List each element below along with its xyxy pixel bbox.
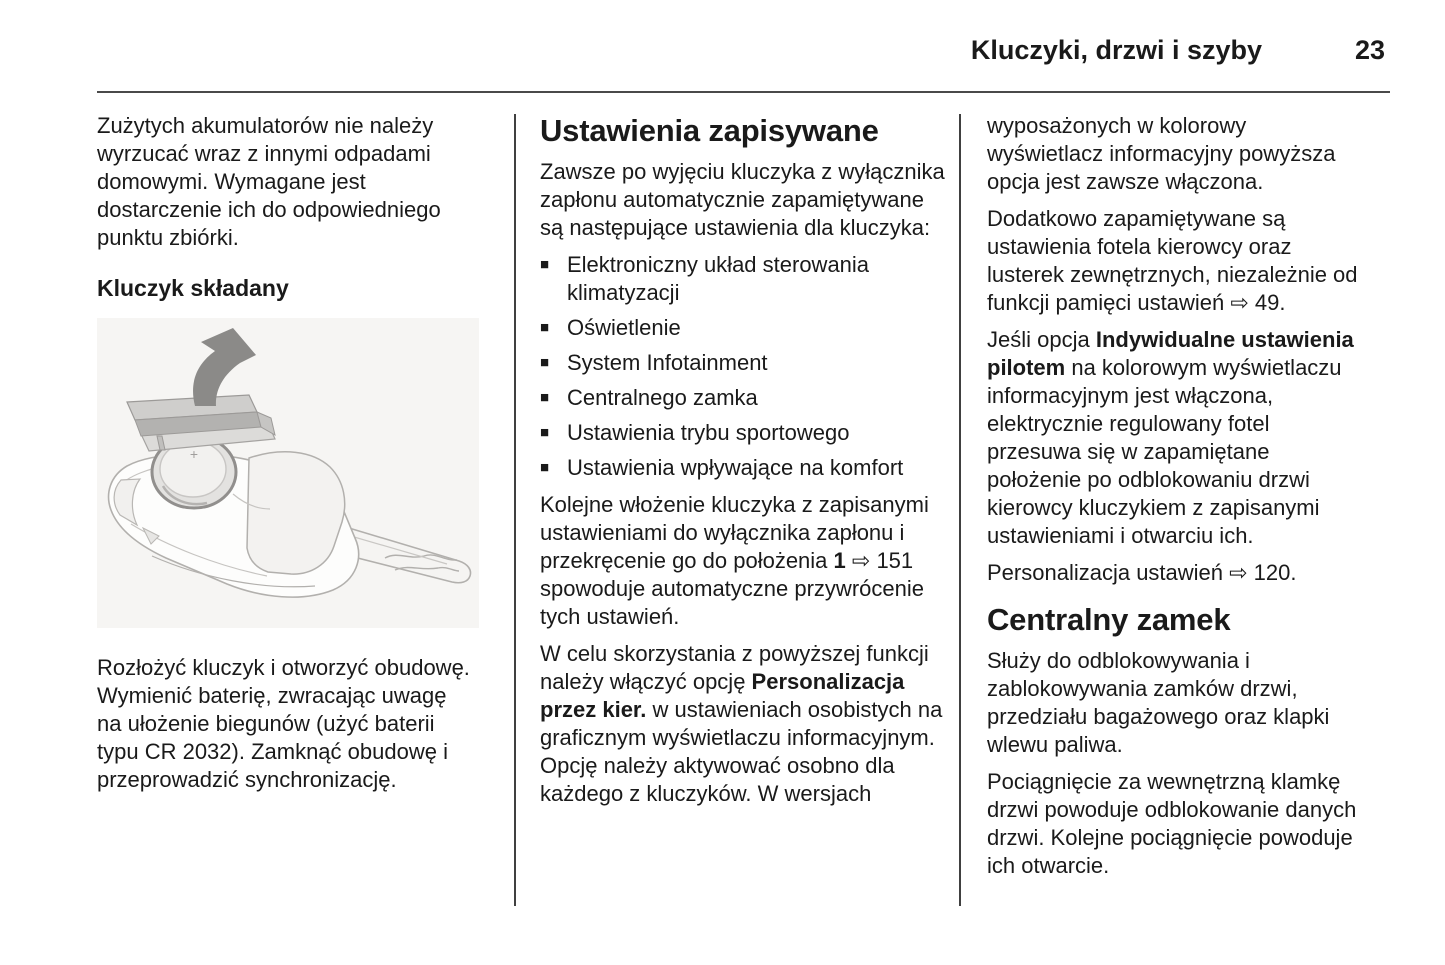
page-number: 23 — [1354, 35, 1385, 65]
bullet-square-icon: ■ — [540, 389, 550, 406]
bullet-text: Centralnego zamka — [567, 385, 758, 410]
bullet-item — [540, 454, 952, 482]
column-right — [987, 112, 1359, 889]
bullet-square-icon: ■ — [540, 256, 550, 273]
section-heading-saved-settings: Ustawienia zapisywane — [540, 113, 879, 148]
page-title: Kluczyki, drzwi i szyby — [970, 35, 1262, 65]
column-divider-right — [959, 114, 961, 906]
folding-key-battery-illustration — [97, 318, 479, 628]
text-segment: w ustawieniach osobistych na graficznym wyświetlaczu informacyjnym. Opcję należy aktywować osobno dla każdego z kluczyków. W wersjach — [540, 697, 943, 806]
bullet-square-icon: ■ — [540, 354, 550, 371]
bullet-item — [540, 384, 952, 412]
bullet-item — [540, 419, 952, 447]
text-segment-bold: 1 — [833, 548, 846, 573]
bullet-square-icon: ■ — [540, 319, 550, 336]
column-left — [97, 112, 473, 803]
paragraph-seat-mirror-memory: Dodatkowo zapamiętywane są ustawienia fotela kierowcy oraz lusterek zewnętrznych, niezależnie od funkcji pamięci ustawień ⇨ 49. — [987, 206, 1358, 315]
bullet-square-icon: ■ — [540, 459, 550, 476]
paragraph-battery-replace: Rozłożyć kluczyk i otworzyć obudowę. Wymienić baterię, zwracając uwagę na ułożenie biegunów (użyć baterii typu CR 2032). Zamknąć obudowę i przeprowadzić synchronizację. — [97, 655, 470, 792]
column-middle — [540, 112, 952, 817]
bullet-item — [540, 314, 952, 342]
battery-plus-label: + — [189, 446, 199, 462]
bullet-text: System Infotainment — [567, 350, 768, 375]
column-divider-left — [514, 114, 516, 906]
text-segment: W celu skorzystania z powyższej funkcji należy włączyć opcję — [540, 641, 929, 694]
text-segment: na kolorowym wyświetlaczu informacyjnym jest włączona, elektrycznie regulowany fotel przesuwa się w zapamiętane położenie po odblokowaniu drzwi kierowcy kluczykiem z zapisanymi ustawieniami i otwarciu ich. — [987, 355, 1342, 548]
paragraph-personalization-ref: Personalizacja ustawień ⇨ 120. — [987, 560, 1297, 585]
sub-heading-folding-key: Kluczyk składany — [97, 275, 289, 301]
paragraph-individual-remote-settings — [987, 326, 1359, 550]
text-segment-bold: Personalizacja przez kier. — [540, 669, 905, 722]
paragraph-personalization-option — [540, 640, 952, 808]
section-heading-central-locking: Centralny zamek — [987, 602, 1231, 637]
bullet-square-icon: ■ — [540, 424, 550, 441]
header-rule — [97, 91, 1390, 93]
bullet-text: Elektroniczny układ sterowania klimatyzacji — [567, 252, 870, 305]
paragraph-key-reinsert — [540, 491, 952, 631]
bullet-text: Oświetlenie — [567, 315, 681, 340]
bullet-item — [540, 349, 952, 377]
key-figure-frame — [97, 318, 479, 628]
text-segment: ⇨ 151 spowoduje automatyczne przywrócenie tych ustawień. — [540, 548, 924, 629]
paragraph-color-display: wyposażonych w kolorowy wyświetlacz informacyjny powyższa opcja jest zawsze włączona. — [987, 113, 1336, 194]
bullet-item — [540, 251, 952, 307]
paragraph-battery-disposal: Zużytych akumulatorów nie należy wyrzucać wraz z innymi odpadami domowymi. Wymagane jest dostarczenie ich do odpowiedniego punktu zbiórki. — [97, 113, 441, 250]
settings-bullet-list — [540, 251, 952, 482]
text-segment-bold: Indywidualne ustawienia pilotem — [987, 327, 1354, 380]
paragraph-central-locking-2: Pociągnięcie za wewnętrzną klamkę drzwi powoduje odblokowanie danych drzwi. Kolejne pociągnięcie powoduje ich otwarcie. — [987, 769, 1357, 878]
paragraph-central-locking-1: Służy do odblokowywania i zablokowywania zamków drzwi, przedziału bagażowego oraz klapki wlewu paliwa. — [987, 648, 1330, 757]
bullet-text: Ustawienia wpływające na komfort — [567, 455, 904, 480]
text-segment: Kolejne włożenie kluczyka z zapisanymi ustawieniami do wyłącznika zapłonu i przekręcenie go do położenia — [540, 492, 929, 573]
bullet-text: Ustawienia trybu sportowego — [567, 420, 850, 445]
text-segment: Jeśli opcja — [987, 327, 1096, 352]
paragraph-saved-settings-intro: Zawsze po wyjęciu kluczyka z wyłącznika zapłonu automatycznie zapamiętywane są następujące ustawienia dla kluczyka: — [540, 159, 945, 240]
arrow-up-icon — [193, 328, 256, 406]
